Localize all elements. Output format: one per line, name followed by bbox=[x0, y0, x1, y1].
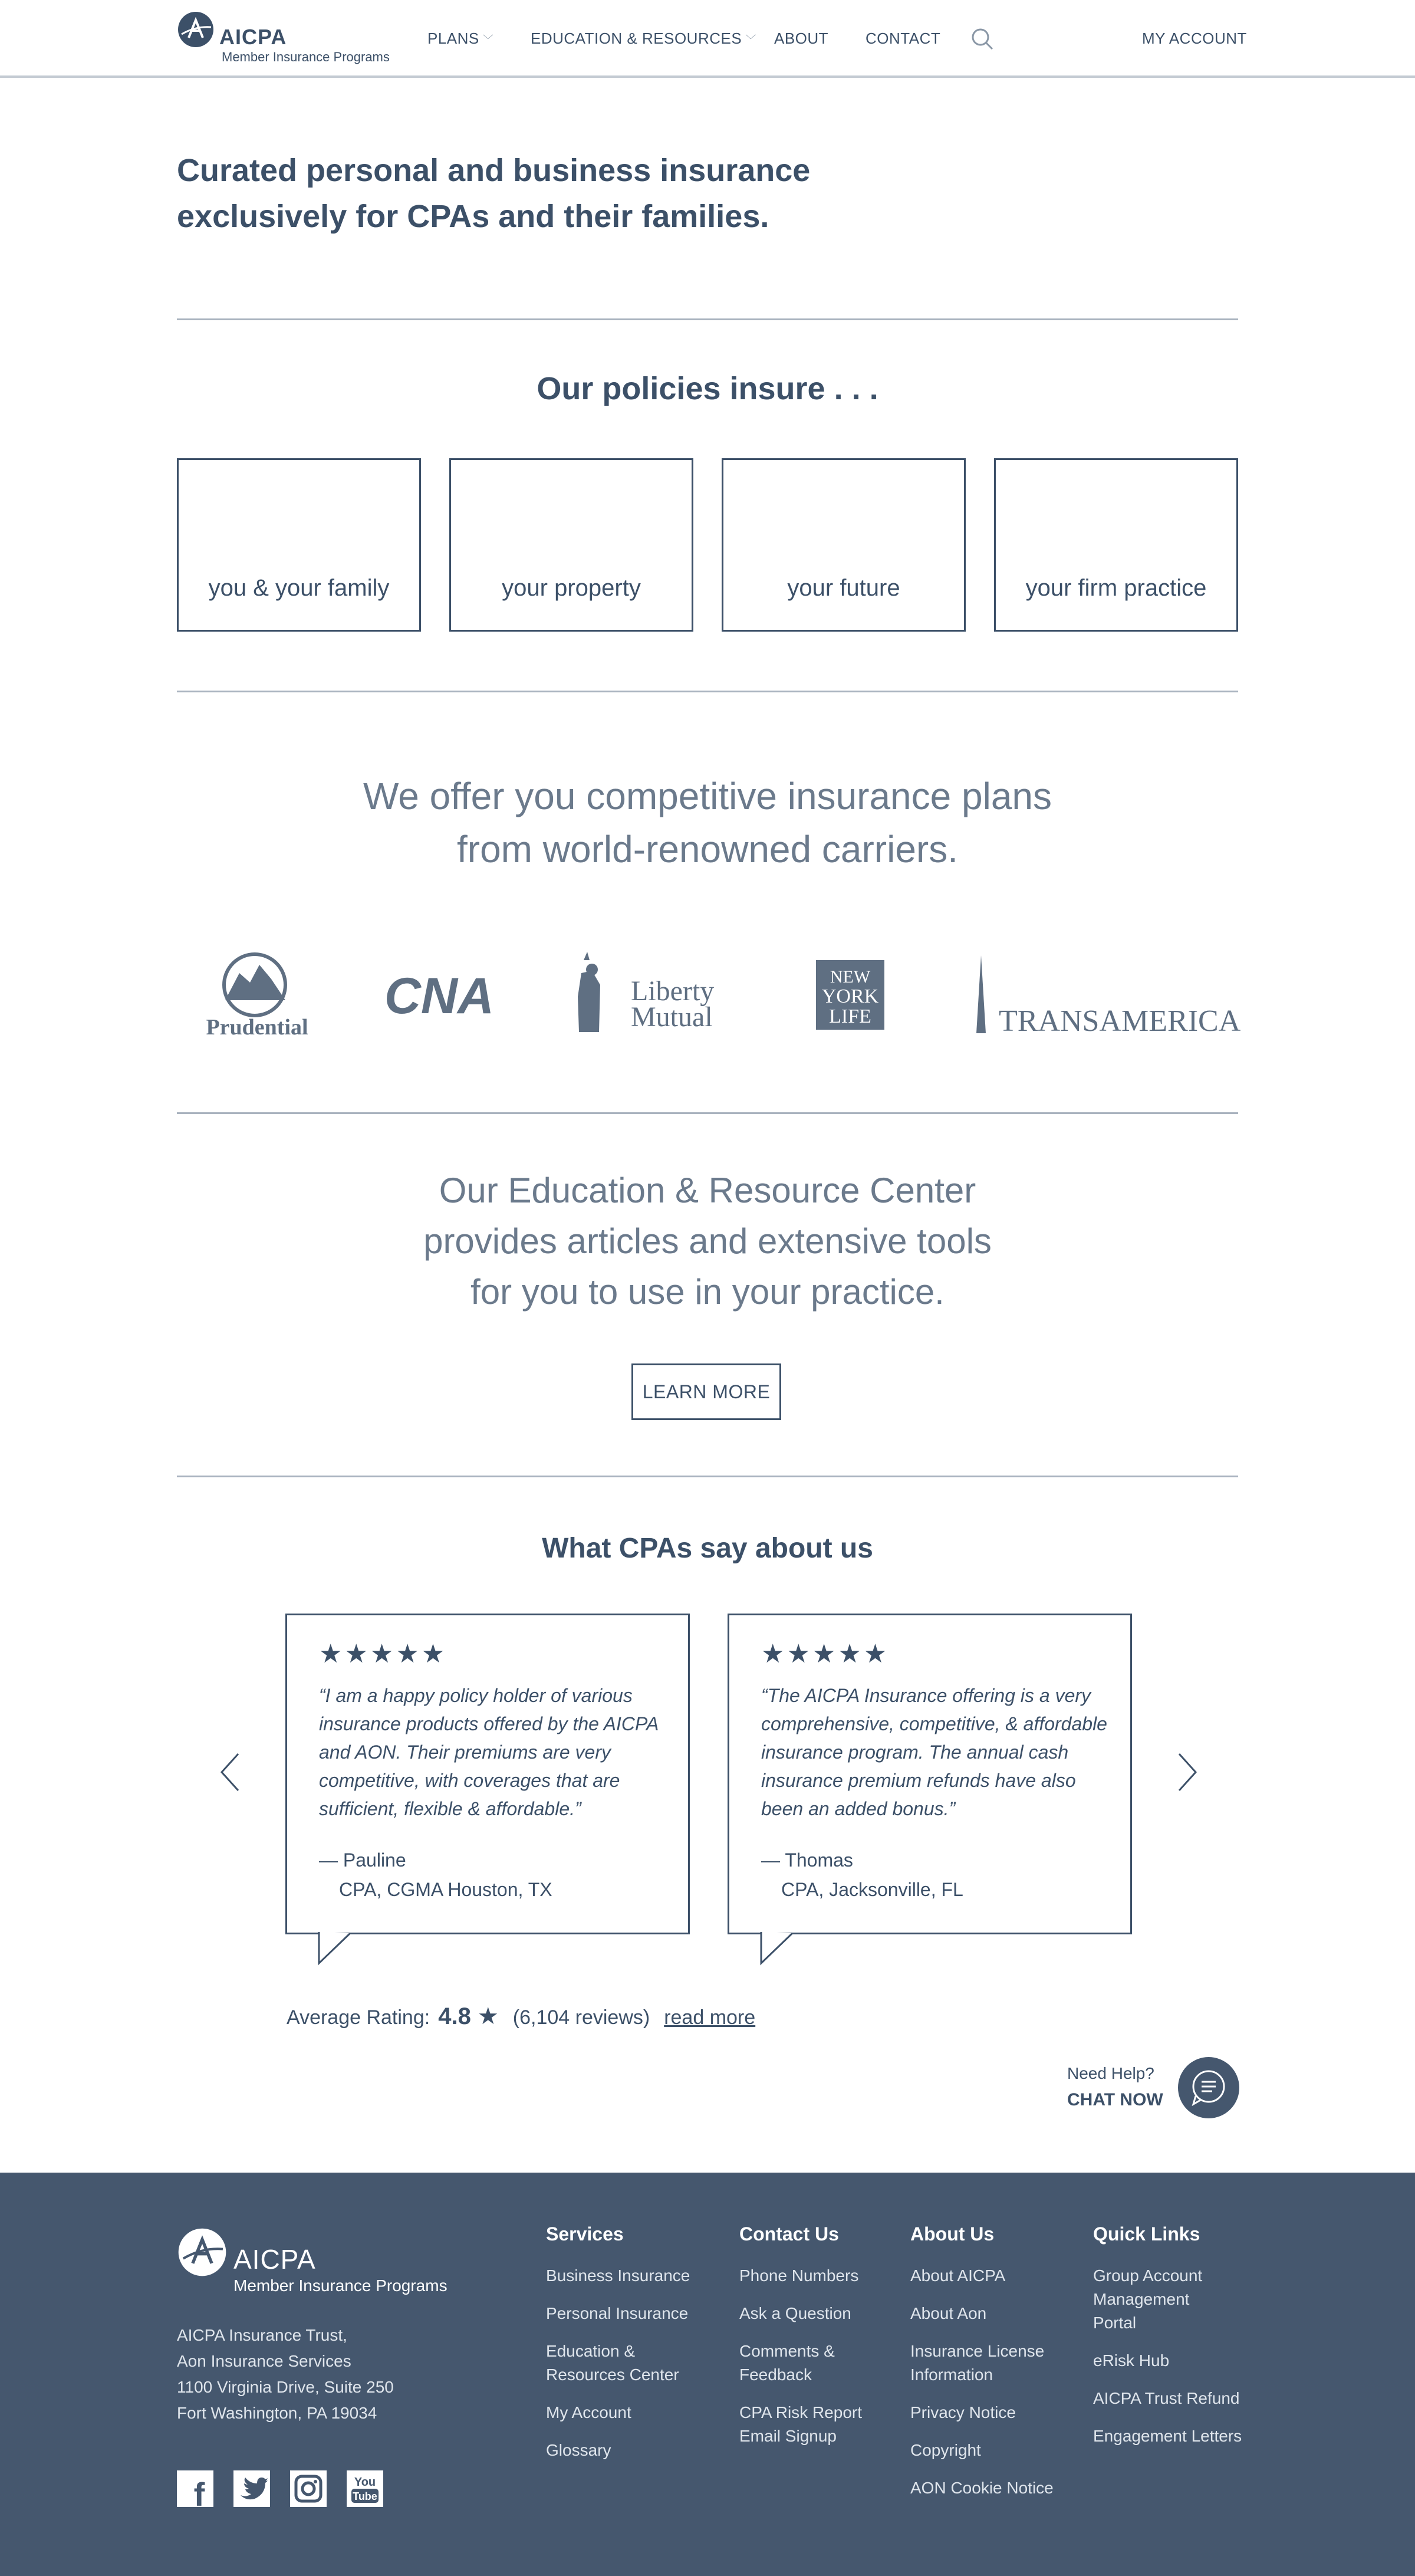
address-line: AICPA Insurance Trust, bbox=[177, 2326, 347, 2344]
cna-logo bbox=[377, 949, 501, 1038]
policy-card-future[interactable] bbox=[722, 458, 966, 632]
policy-card-family[interactable] bbox=[177, 458, 421, 632]
policy-card-label: your firm practice bbox=[1025, 575, 1207, 601]
footer-link[interactable]: About AICPA bbox=[910, 2266, 1006, 2285]
site-footer bbox=[0, 2173, 1415, 2576]
testimonial-quote: “I am a happy policy holder of various insurance products offered by the AICPA and AON. Their premiums are very competitive, with coverages that are sufficient, flexible & affordable.” bbox=[319, 1685, 659, 1819]
footer-link[interactable]: Comments & Feedback bbox=[739, 2342, 835, 2384]
site-header bbox=[0, 0, 1415, 78]
footer-link[interactable]: CPA Risk Report Email Signup bbox=[739, 2403, 862, 2445]
transamerica-logo bbox=[965, 949, 1241, 1038]
logo-subtitle: Member Insurance Programs bbox=[222, 50, 390, 64]
testimonial-author-name: — Pauline bbox=[319, 1849, 406, 1871]
footer-link[interactable]: Privacy Notice bbox=[910, 2403, 1016, 2421]
new-york-life-logo bbox=[815, 949, 886, 1038]
testimonial-author-role: CPA, CGMA Houston, TX bbox=[339, 1879, 552, 1900]
hero-tagline bbox=[177, 147, 884, 239]
aicpa-logo-icon bbox=[177, 2227, 228, 2278]
footer-link[interactable]: Engagement Letters bbox=[1093, 2427, 1242, 2445]
carousel-next-arrow-icon[interactable] bbox=[1176, 1752, 1199, 1793]
policy-card-property[interactable] bbox=[449, 458, 693, 632]
statue-of-liberty-icon bbox=[566, 949, 731, 1038]
testimonial-author bbox=[761, 1845, 963, 1904]
carousel-prev-arrow-icon[interactable] bbox=[218, 1752, 242, 1793]
footer-link[interactable]: Ask a Question bbox=[739, 2304, 851, 2322]
education-lead bbox=[0, 1165, 1415, 1317]
cna-wordmark: CNA bbox=[384, 968, 495, 1024]
policy-card-label: your future bbox=[787, 575, 900, 601]
footer-link[interactable]: eRisk Hub bbox=[1093, 2351, 1170, 2370]
testimonial-card bbox=[728, 1614, 1132, 1934]
logo-text: AICPA bbox=[219, 25, 287, 49]
section-divider bbox=[177, 1476, 1238, 1477]
footer-link[interactable]: Education & Resources Center bbox=[546, 2342, 679, 2384]
youtube-icon[interactable] bbox=[347, 2470, 383, 2507]
prudential-wordmark: Prudential bbox=[206, 1015, 308, 1040]
instagram-icon[interactable] bbox=[290, 2470, 327, 2507]
chevron-down-icon: ﹀ bbox=[482, 34, 494, 46]
footer-link[interactable]: Business Insurance bbox=[546, 2266, 690, 2285]
liberty-word: Liberty bbox=[631, 975, 715, 1007]
address-line: Aon Insurance Services bbox=[177, 2352, 351, 2370]
testimonial-author-role: CPA, Jacksonville, FL bbox=[781, 1879, 963, 1900]
footer-link[interactable]: AON Cookie Notice bbox=[910, 2479, 1054, 2497]
footer-logo-subtitle: Member Insurance Programs bbox=[233, 2276, 447, 2295]
chat-button[interactable] bbox=[1178, 2057, 1239, 2118]
footer-about-column bbox=[910, 2223, 1054, 2514]
nav-plans[interactable] bbox=[427, 29, 493, 48]
footer-link[interactable]: AICPA Trust Refund bbox=[1093, 2389, 1240, 2407]
nav-education-resources[interactable] bbox=[531, 29, 756, 48]
search-icon[interactable] bbox=[970, 27, 994, 51]
footer-services-column bbox=[546, 2223, 699, 2476]
learn-more-button[interactable]: LEARN MORE bbox=[631, 1363, 781, 1420]
nyl-york: YORK bbox=[821, 985, 879, 1007]
testimonial-quote: “The AICPA Insurance offering is a very comprehensive, competitive, & affordable insurance program. The annual cash insurance premium refunds have also been an added bonus.” bbox=[761, 1685, 1107, 1819]
education-line-3: for you to use in your practice. bbox=[470, 1272, 945, 1312]
five-stars-rating: ★★★★★ bbox=[319, 1639, 447, 1668]
section-divider bbox=[177, 318, 1238, 320]
cna-logo-mark bbox=[377, 949, 501, 1038]
footer-services-title: Services bbox=[546, 2223, 624, 2245]
section-divider bbox=[177, 691, 1238, 692]
testimonial-author-name: — Thomas bbox=[761, 1849, 853, 1871]
policies-title: Our policies insure . . . bbox=[537, 371, 878, 406]
address-line: Fort Washington, PA 19034 bbox=[177, 2404, 377, 2422]
svg-text:You: You bbox=[354, 2476, 376, 2489]
footer-aicpa-logo[interactable] bbox=[177, 2227, 460, 2298]
five-stars-rating: ★★★★★ bbox=[761, 1639, 890, 1668]
footer-contact-title: Contact Us bbox=[739, 2223, 839, 2245]
read-more-link[interactable]: read more bbox=[664, 2006, 756, 2029]
prudential-logo bbox=[198, 949, 316, 1038]
footer-link[interactable]: Copyright bbox=[910, 2441, 981, 2459]
policy-card-label: you & your family bbox=[208, 575, 390, 601]
chat-now-label: CHAT NOW bbox=[1067, 2090, 1163, 2110]
transamerica-wordmark: TRANSAMERICA bbox=[999, 1004, 1241, 1038]
section-divider bbox=[177, 1112, 1238, 1114]
footer-link[interactable]: Insurance License Information bbox=[910, 2342, 1045, 2384]
nyl-life: LIFE bbox=[829, 1006, 871, 1027]
aicpa-logo-icon bbox=[177, 11, 215, 48]
address-line: 1100 Virginia Drive, Suite 250 bbox=[177, 2378, 394, 2396]
footer-link[interactable]: Glossary bbox=[546, 2441, 611, 2459]
footer-about-title: About Us bbox=[910, 2223, 995, 2245]
average-rating bbox=[287, 2003, 755, 2030]
need-help-label: Need Help? bbox=[1067, 2064, 1154, 2082]
footer-quick-links-title: Quick Links bbox=[1093, 2223, 1200, 2245]
rating-review-count: (6,104 reviews) bbox=[512, 2006, 650, 2029]
hero-line-2: exclusively for CPAs and their families. bbox=[177, 199, 769, 234]
prudential-rock-icon bbox=[198, 949, 316, 1038]
footer-link[interactable]: Phone Numbers bbox=[739, 2266, 859, 2285]
nyl-box-icon bbox=[815, 949, 886, 1038]
footer-contact-column bbox=[739, 2223, 869, 2462]
footer-link[interactable]: Personal Insurance bbox=[546, 2304, 689, 2322]
education-line-2: provides articles and extensive tools bbox=[423, 1221, 992, 1261]
need-help[interactable] bbox=[1067, 2064, 1163, 2110]
footer-link[interactable]: My Account bbox=[546, 2403, 631, 2421]
mutual-word: Mutual bbox=[631, 1001, 713, 1033]
chevron-down-icon: ﹀ bbox=[745, 34, 756, 46]
chat-bubble-icon bbox=[1178, 2057, 1239, 2118]
nav-plans-label: PLANS bbox=[427, 29, 479, 47]
nav-my-account[interactable]: MY ACCOUNT bbox=[1142, 29, 1247, 47]
footer-logo-text: AICPA bbox=[233, 2244, 316, 2275]
twitter-icon[interactable] bbox=[233, 2470, 270, 2507]
testimonial-author bbox=[319, 1845, 552, 1904]
pyramid-icon bbox=[965, 949, 1241, 1038]
carriers-lead bbox=[0, 770, 1415, 876]
testimonials-title: What CPAs say about us bbox=[542, 1533, 873, 1564]
footer-link[interactable]: About Aon bbox=[910, 2304, 987, 2322]
aicpa-logo[interactable] bbox=[177, 11, 389, 65]
nav-education-label: EDUCATION & RESOURCES bbox=[531, 29, 742, 47]
footer-link[interactable]: Group Account Management Portal bbox=[1093, 2266, 1203, 2332]
rating-label: Average Rating: bbox=[287, 2006, 430, 2029]
carriers-line-2: from world-renowned carriers. bbox=[456, 828, 959, 870]
facebook-icon[interactable] bbox=[177, 2470, 213, 2513]
speech-bubble-tail bbox=[317, 1932, 353, 1965]
policy-card-label: your property bbox=[502, 575, 641, 601]
carriers-line-1: We offer you competitive insurance plans bbox=[363, 775, 1052, 817]
nav-about[interactable]: ABOUT bbox=[774, 29, 829, 47]
policy-card-firm-practice[interactable] bbox=[994, 458, 1238, 632]
footer-address bbox=[177, 2322, 394, 2426]
nyl-new: NEW bbox=[830, 967, 871, 987]
speech-bubble-tail bbox=[759, 1932, 795, 1965]
hero-line-1: Curated personal and business insurance bbox=[177, 153, 811, 188]
liberty-mutual-logo bbox=[566, 949, 731, 1038]
footer-quick-links-column bbox=[1093, 2223, 1242, 2462]
nav-contact[interactable]: CONTACT bbox=[866, 29, 941, 47]
svg-text:Tube: Tube bbox=[353, 2490, 377, 2502]
rating-value: 4.8 ★ bbox=[438, 2003, 499, 2029]
testimonial-card bbox=[285, 1614, 690, 1934]
svg-text:f: f bbox=[193, 2476, 205, 2513]
education-line-1: Our Education & Resource Center bbox=[439, 1171, 976, 1210]
